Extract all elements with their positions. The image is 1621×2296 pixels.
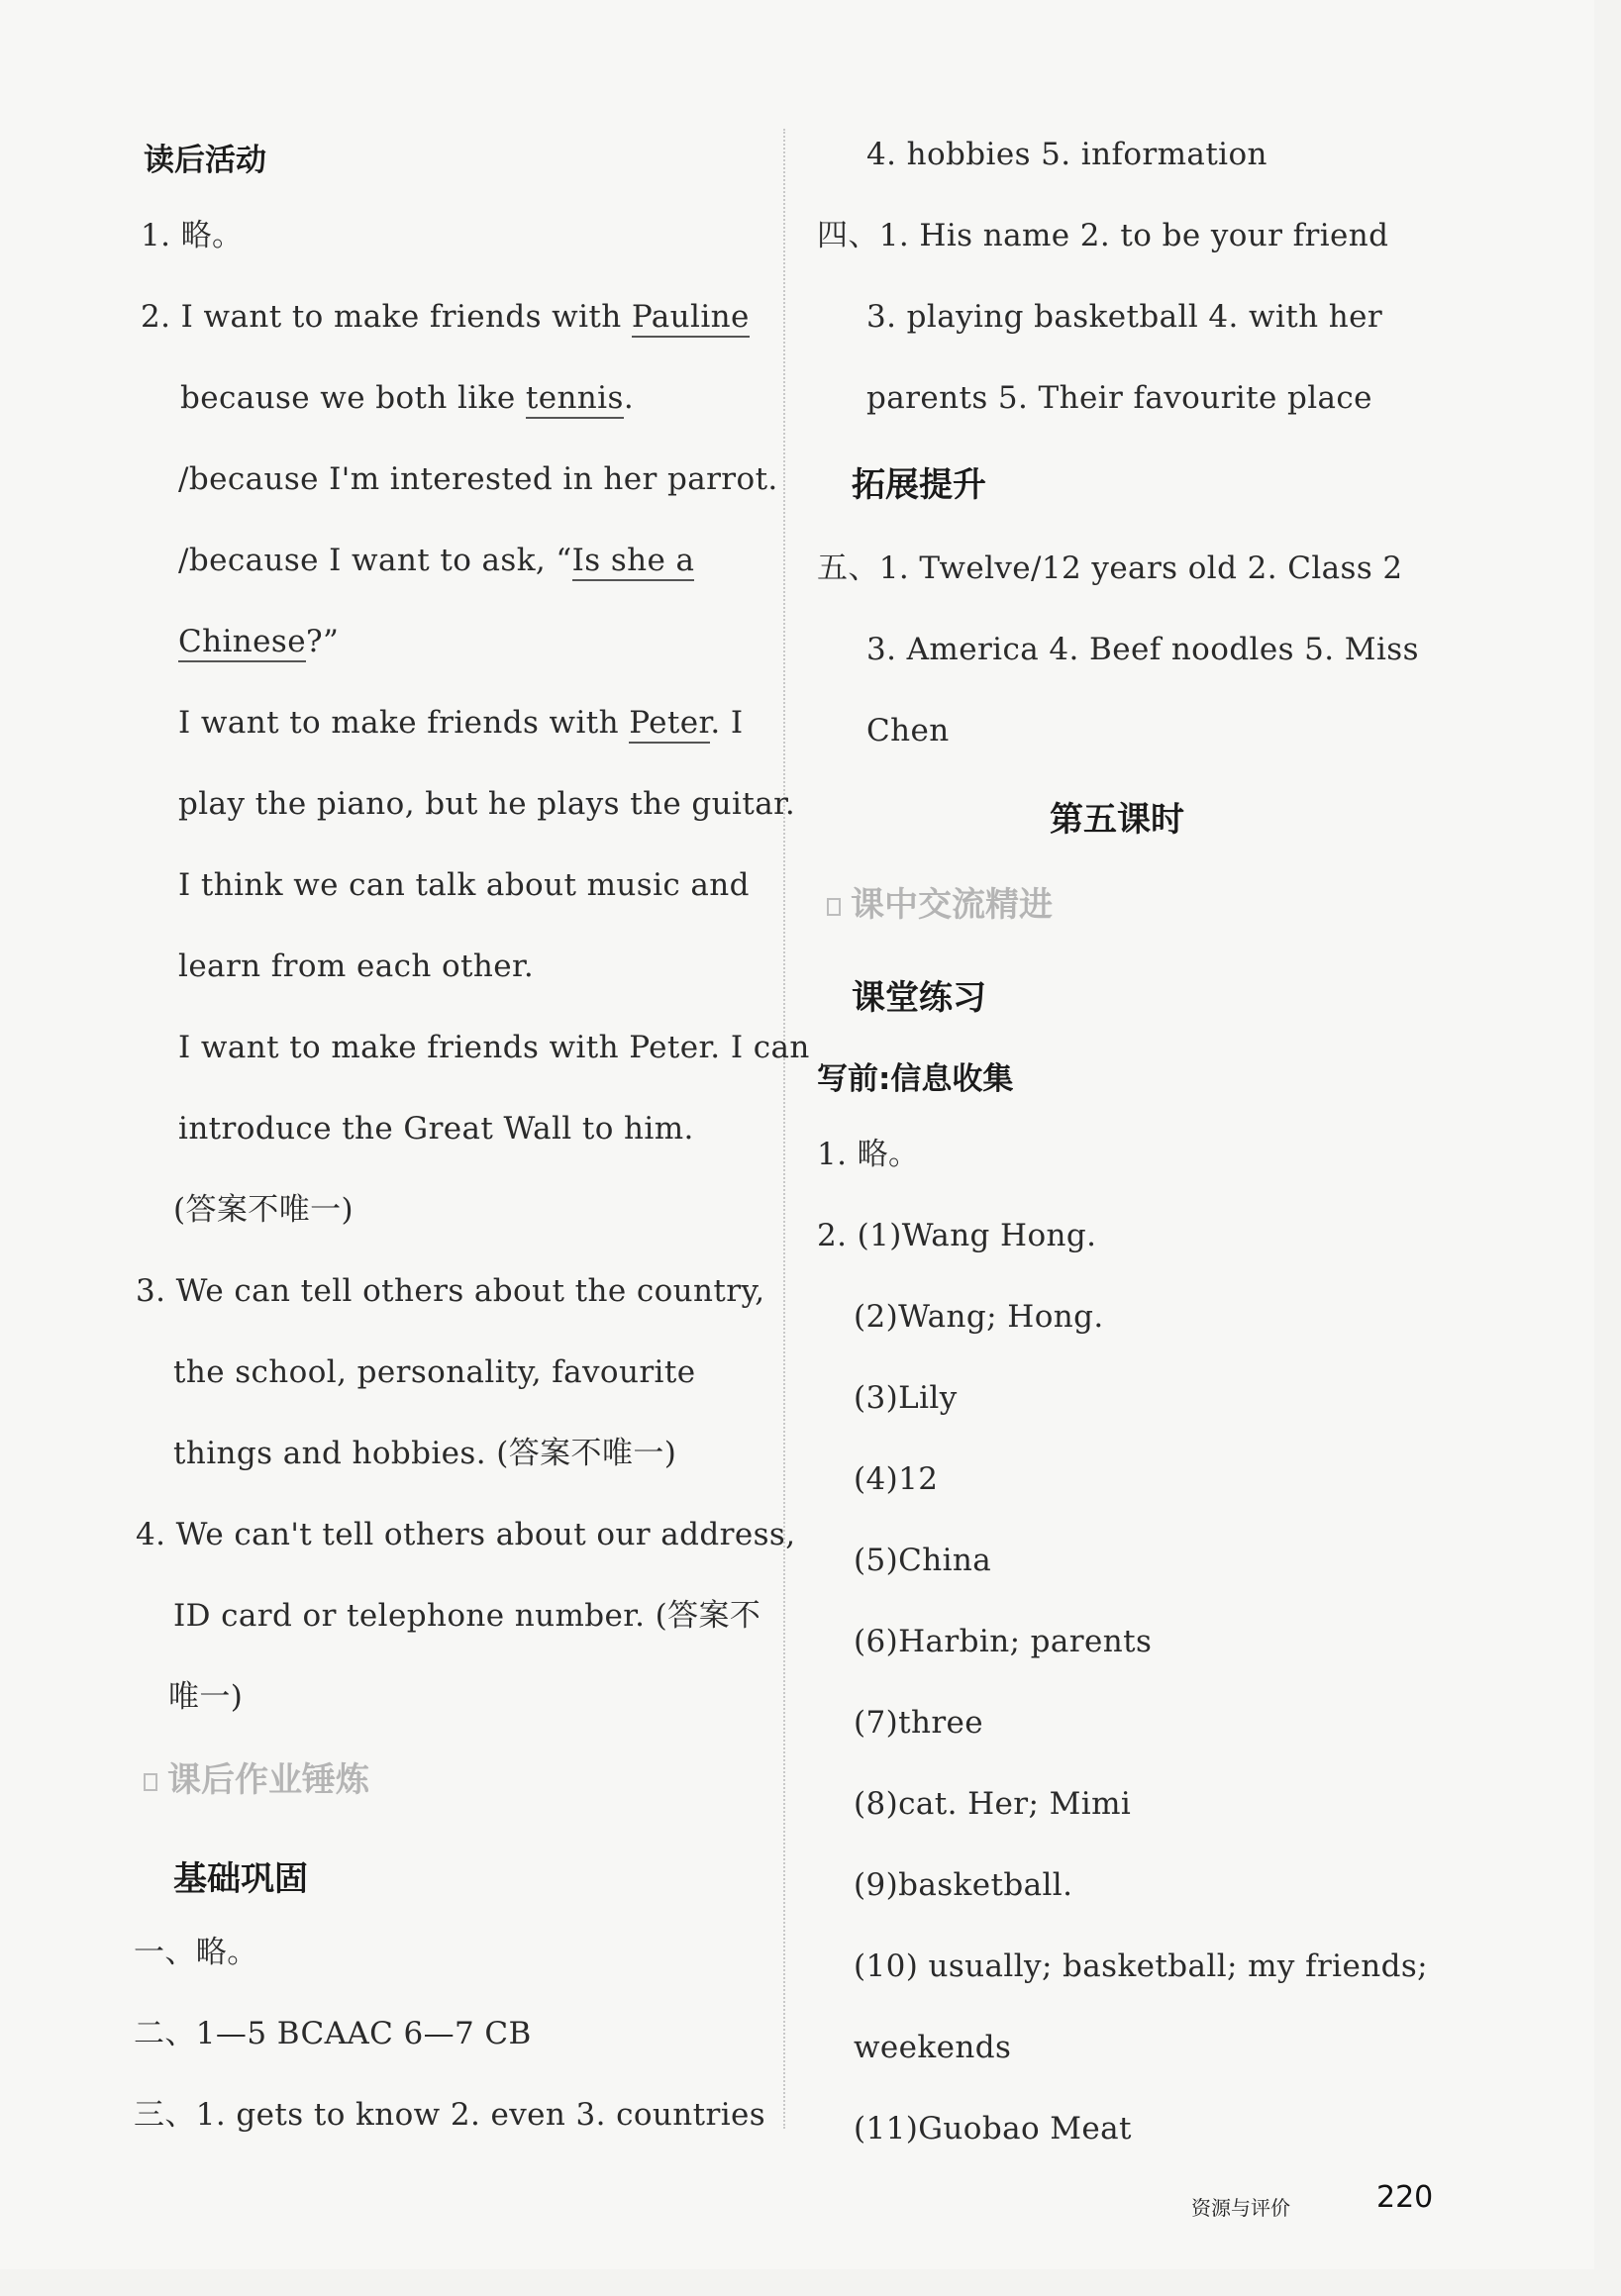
answer-line: (5)China — [854, 1543, 992, 1578]
heading-practice: 课堂练习 — [852, 978, 986, 1018]
answer-line: 4. hobbies 5. information — [866, 137, 1267, 172]
left-column — [129, 0, 810, 2269]
underlined-word: tennis — [526, 380, 624, 419]
heading-prewriting: 写前:信息收集 — [817, 1061, 1014, 1097]
answer-line: (9)basketball. — [854, 1867, 1073, 1903]
answer-line: things and hobbies. (答案不唯一) — [173, 1436, 677, 1471]
heading-extension: 拓展提升 — [852, 465, 986, 505]
column-divider — [783, 129, 785, 2129]
answer-line: 三、1. gets to know 2. even 3. countries — [134, 2097, 766, 2133]
lesson-title: 第五课时 — [1050, 800, 1184, 840]
answer-line: (6)Harbin; parents — [854, 1624, 1153, 1659]
answer-line: (4)12 — [854, 1461, 939, 1497]
answer-line: 四、1. His name 2. to be your friend — [817, 218, 1389, 253]
answer-line: play the piano, but he plays the guitar. — [178, 786, 796, 822]
underlined-word: Chinese — [178, 624, 306, 662]
right-column — [802, 0, 1475, 2269]
answer-line: 3. We can tell others about the country, — [136, 1273, 765, 1309]
answer-line: 唯一) — [168, 1679, 244, 1715]
answer-line: parents 5. Their favourite place — [866, 380, 1372, 416]
answer-line: learn from each other. — [178, 948, 535, 984]
answer-line: (11)Guobao Meat — [854, 2111, 1132, 2146]
section-marker-icon — [144, 1773, 157, 1791]
answer-line: the school, personality, favourite — [173, 1354, 696, 1390]
answer-line: 1. 略。 — [817, 1137, 920, 1172]
answer-line: (答案不唯一) — [173, 1192, 354, 1228]
answer-line: /because I want to ask, “Is she a — [178, 541, 694, 580]
answer-line: 4. We can't tell others about our address, — [136, 1517, 796, 1552]
answer-line: (7)three — [854, 1705, 984, 1741]
answer-line: 3. America 4. Beef noodles 5. Miss — [866, 632, 1419, 667]
answer-line: ID card or telephone number. (答案不 — [173, 1598, 761, 1634]
section-marker-icon — [827, 898, 841, 916]
answer-line: (2)Wang; Hong. — [854, 1299, 1104, 1335]
answer-line: /because I'm interested in her parrot. — [178, 461, 778, 497]
answer-line: 1. 略。 — [141, 218, 244, 253]
answer-line: I want to make friends with Peter. I — [178, 703, 743, 743]
section-homework: 课后作业锤炼 — [144, 1752, 369, 1801]
underlined-word: Peter — [629, 705, 710, 744]
page-number: 220 — [1376, 2180, 1434, 2215]
answer-line: (3)Lily — [854, 1380, 958, 1416]
answer-line: I want to make friends with Peter. I can — [178, 1030, 810, 1065]
answer-line: (10) usually; basketball; my friends; — [854, 1948, 1429, 1984]
answer-line: 2. (1)Wang Hong. — [817, 1218, 1097, 1253]
heading-after-reading: 读后活动 — [144, 143, 266, 178]
underlined-word: Is she a — [572, 543, 695, 581]
answer-line: Chen — [866, 713, 950, 749]
section-class: 课中交流精进 — [827, 877, 1053, 926]
footer-label: 资源与评价 — [1191, 2196, 1290, 2220]
heading-basics: 基础巩固 — [173, 1859, 308, 1899]
answer-line: weekends — [854, 2030, 1012, 2065]
answer-line: 2. I want to make friends with Pauline — [141, 297, 750, 337]
answer-line: 二、1—5 BCAAC 6—7 CB — [134, 2016, 532, 2051]
answer-line: 3. playing basketball 4. with her — [866, 299, 1383, 335]
answer-line: Chinese?” — [178, 622, 339, 661]
answer-line: 一、略。 — [134, 1935, 258, 1970]
underlined-word: Pauline — [632, 299, 750, 338]
answer-line: (8)cat. Her; Mimi — [854, 1786, 1132, 1822]
answer-line: introduce the Great Wall to him. — [178, 1111, 694, 1147]
answer-line: because we both like tennis. — [180, 378, 634, 418]
answer-line: I think we can talk about music and — [178, 867, 750, 903]
answer-line: 五、1. Twelve/12 years old 2. Class 2 — [817, 550, 1403, 586]
